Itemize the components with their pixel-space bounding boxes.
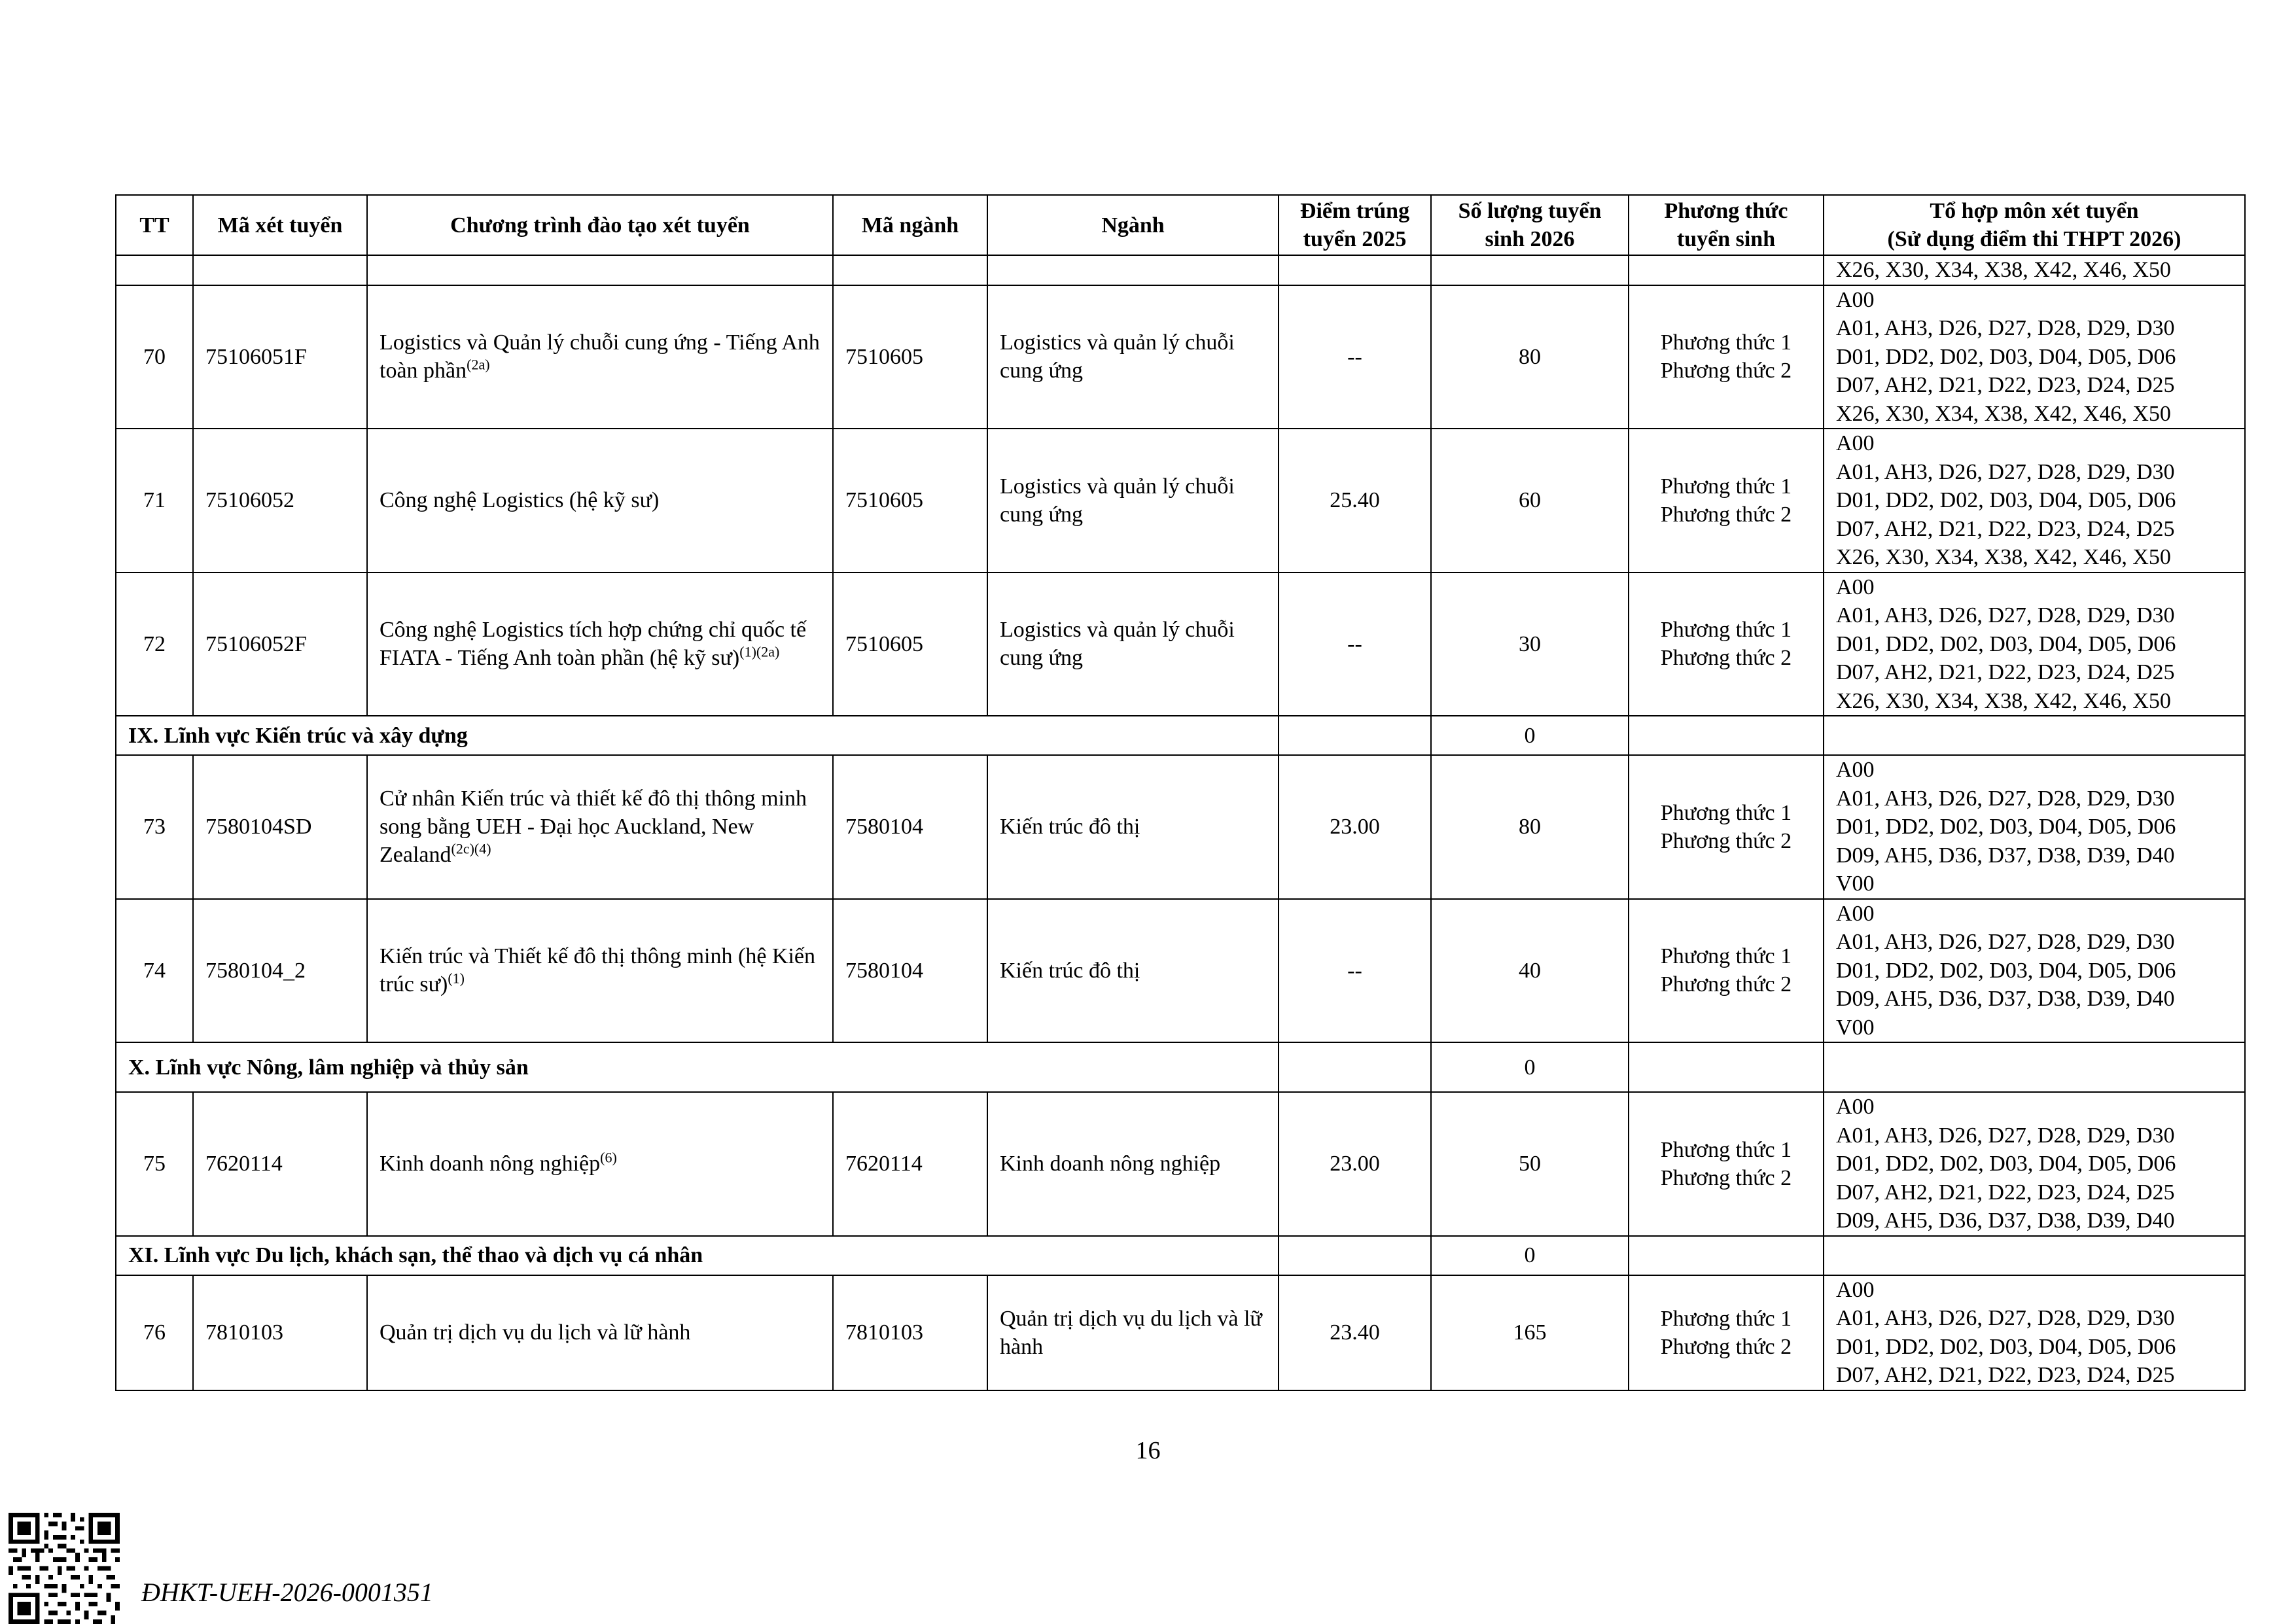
document-code: ĐHKT-UEH-2026-0001351 (141, 1578, 433, 1607)
row-program (367, 573, 833, 716)
row-program (367, 755, 833, 899)
combo-line: V00 (1836, 872, 1875, 896)
row-major-code: 7510605 (833, 573, 987, 716)
combo-line: A00 (1836, 431, 1875, 455)
section-row (116, 1236, 2245, 1275)
row-program: Quản trị dịch vụ du lịch và lữ hành (367, 1275, 833, 1390)
header-ma-xet-tuyen: Mã xét tuyển (193, 195, 367, 255)
combo-line: D07, AH2, D21, D22, D23, D24, D25 (1836, 373, 2175, 397)
row-quota: 165 (1431, 1275, 1629, 1390)
combo-line: D07, AH2, D21, D22, D23, D24, D25 (1836, 1363, 2175, 1387)
row-method (1629, 899, 1824, 1043)
row-program (367, 899, 833, 1043)
method-2: Phương thức 2 (1660, 502, 1792, 527)
program-footnote: (1)(2a) (739, 643, 780, 660)
row-method (1629, 429, 1824, 573)
program-text: Logistics và Quản lý chuỗi cung ứng - Tiếng Anh toàn phần (380, 330, 820, 383)
row-score: 23.00 (1279, 1092, 1431, 1236)
qr-code-icon (9, 1513, 120, 1624)
method-2: Phương thức 2 (1660, 828, 1792, 853)
row-major: Logistics và quản lý chuỗi cung ứng (987, 285, 1279, 429)
header-so-luong-line1: Số lượng tuyển (1458, 199, 1602, 223)
combo-line: A00 (1836, 758, 1875, 782)
program-text: Kinh doanh nông nghiệp (380, 1152, 601, 1176)
page-number: 16 (1135, 1437, 1161, 1464)
method-1: Phương thức 1 (1660, 944, 1792, 969)
row-tt: 71 (116, 429, 193, 573)
row-tt: 75 (116, 1092, 193, 1236)
row-code: 7620114 (193, 1092, 367, 1236)
row-method (1629, 755, 1824, 899)
combo-line: D07, AH2, D21, D22, D23, D24, D25 (1836, 1180, 2175, 1205)
row-combos (1824, 573, 2245, 716)
table-row (116, 755, 2245, 899)
header-to-hop (1824, 195, 2245, 255)
row-quota: 80 (1431, 755, 1629, 899)
combo-line: A00 (1836, 574, 1875, 599)
row-major-code: 7620114 (833, 1092, 987, 1236)
continuation-combo: X26, X30, X34, X38, X42, X46, X50 (1824, 255, 2245, 285)
method-2: Phương thức 2 (1660, 646, 1792, 671)
row-major-code: 7580104 (833, 899, 987, 1043)
row-score: 23.00 (1279, 755, 1431, 899)
combo-line: D09, AH5, D36, D37, D38, D39, D40 (1836, 843, 2175, 868)
combo-line: D01, DD2, D02, D03, D04, D05, D06 (1836, 344, 2176, 369)
method-1: Phương thức 1 (1660, 1306, 1792, 1331)
table-row (116, 899, 2245, 1043)
section-row (116, 1042, 2245, 1092)
combo-line: A01, AH3, D26, D27, D28, D29, D30 (1836, 1123, 2175, 1148)
combo-line: A01, AH3, D26, D27, D28, D29, D30 (1836, 930, 2175, 954)
section-row (116, 716, 2245, 755)
section-title: X. Lĩnh vực Nông, lâm nghiệp và thủy sản (116, 1042, 1279, 1092)
section-title: XI. Lĩnh vực Du lịch, khách sạn, thể thao và dịch vụ cá nhân (116, 1236, 1279, 1275)
program-footnote: (1) (448, 970, 465, 987)
combo-line: D01, DD2, D02, D03, D04, D05, D06 (1836, 488, 2176, 512)
program-text: Cử nhân Kiến trúc và thiết kế đô thị thông minh song bằng UEH - Đại học Auckland, New Zealand (380, 786, 807, 868)
row-score: 25.40 (1279, 429, 1431, 573)
section-title: IX. Lĩnh vực Kiến trúc và xây dựng (116, 716, 1279, 755)
row-code: 75106052 (193, 429, 367, 573)
method-1: Phương thức 1 (1660, 800, 1792, 825)
row-method (1629, 1275, 1824, 1390)
header-phuong-thuc-line1: Phương thức (1664, 199, 1788, 223)
row-score: -- (1279, 899, 1431, 1043)
combo-line: A00 (1836, 1277, 1875, 1302)
combo-line: X26, X30, X34, X38, X42, X46, X50 (1836, 545, 2171, 569)
row-code: 75106052F (193, 573, 367, 716)
method-1: Phương thức 1 (1660, 474, 1792, 499)
combo-line: D07, AH2, D21, D22, D23, D24, D25 (1836, 516, 2175, 541)
row-combos (1824, 285, 2245, 429)
combo-line: D01, DD2, D02, D03, D04, D05, D06 (1836, 958, 2176, 983)
method-2: Phương thức 2 (1660, 1165, 1792, 1190)
header-row (116, 195, 2245, 255)
row-combos (1824, 899, 2245, 1043)
row-combos (1824, 1092, 2245, 1236)
row-quota: 50 (1431, 1092, 1629, 1236)
row-quota: 80 (1431, 285, 1629, 429)
combo-line: D01, DD2, D02, D03, D04, D05, D06 (1836, 1334, 2176, 1359)
row-tt: 70 (116, 285, 193, 429)
row-code: 7580104SD (193, 755, 367, 899)
program-footnote: (2c)(4) (451, 840, 491, 857)
header-so-luong (1431, 195, 1629, 255)
combo-line: A01, AH3, D26, D27, D28, D29, D30 (1836, 603, 2175, 627)
combo-line: A01, AH3, D26, D27, D28, D29, D30 (1836, 459, 2175, 484)
header-phuong-thuc (1629, 195, 1824, 255)
method-2: Phương thức 2 (1660, 1334, 1792, 1359)
combo-line: D01, DD2, D02, D03, D04, D05, D06 (1836, 1152, 2176, 1176)
program-text: Công nghệ Logistics tích hợp chứng chỉ quốc tế FIATA - Tiếng Anh toàn phần (hệ kỹ sư) (380, 618, 807, 671)
combo-line: A00 (1836, 1095, 1875, 1119)
program-text: Kiến trúc và Thiết kế đô thị thông minh (hệ Kiến trúc sư) (380, 944, 816, 997)
combo-line: X26, X30, X34, X38, X42, X46, X50 (1836, 688, 2171, 713)
row-tt: 72 (116, 573, 193, 716)
combo-line: A00 (1836, 901, 1875, 926)
table-row (116, 573, 2245, 716)
row-major: Kiến trúc đô thị (987, 899, 1279, 1043)
combo-line: D07, AH2, D21, D22, D23, D24, D25 (1836, 660, 2175, 684)
header-chuong-trinh: Chương trình đào tạo xét tuyển (367, 195, 833, 255)
combo-line: D01, DD2, D02, D03, D04, D05, D06 (1836, 631, 2176, 656)
program-footnote: (2a) (467, 356, 490, 373)
header-so-luong-line2: sinh 2026 (1485, 227, 1575, 251)
row-code: 75106051F (193, 285, 367, 429)
program-footnote: (6) (600, 1149, 617, 1166)
combo-line: A00 (1836, 287, 1875, 312)
row-code: 7580104_2 (193, 899, 367, 1043)
header-diem-line2: tuyển 2025 (1303, 227, 1407, 251)
section-quota: 0 (1431, 1042, 1629, 1092)
row-major-code: 7810103 (833, 1275, 987, 1390)
row-quota: 40 (1431, 899, 1629, 1043)
method-2: Phương thức 2 (1660, 972, 1792, 997)
row-major-code: 7510605 (833, 285, 987, 429)
header-diem-trung-tuyen (1279, 195, 1431, 255)
row-method (1629, 285, 1824, 429)
row-major: Quản trị dịch vụ du lịch và lữ hành (987, 1275, 1279, 1390)
method-2: Phương thức 2 (1660, 359, 1792, 383)
row-tt: 73 (116, 755, 193, 899)
row-major-code: 7510605 (833, 429, 987, 573)
table-row (116, 1275, 2245, 1390)
admissions-table (115, 194, 2246, 1391)
row-code: 7810103 (193, 1275, 367, 1390)
header-tt: TT (116, 195, 193, 255)
header-phuong-thuc-line2: tuyển sinh (1676, 227, 1776, 251)
row-tt: 76 (116, 1275, 193, 1390)
combo-line: A01, AH3, D26, D27, D28, D29, D30 (1836, 786, 2175, 811)
row-major-code: 7580104 (833, 755, 987, 899)
row-method (1629, 573, 1824, 716)
row-program (367, 1092, 833, 1236)
row-quota: 30 (1431, 573, 1629, 716)
row-tt: 74 (116, 899, 193, 1043)
row-score: -- (1279, 573, 1431, 716)
row-program: Công nghệ Logistics (hệ kỹ sư) (367, 429, 833, 573)
row-combos (1824, 755, 2245, 899)
header-ma-nganh: Mã ngành (833, 195, 987, 255)
row-major: Kinh doanh nông nghiệp (987, 1092, 1279, 1236)
table-row (116, 285, 2245, 429)
row-major: Kiến trúc đô thị (987, 755, 1279, 899)
combo-line: D01, DD2, D02, D03, D04, D05, D06 (1836, 815, 2176, 839)
method-1: Phương thức 1 (1660, 618, 1792, 643)
combo-line: D09, AH5, D36, D37, D38, D39, D40 (1836, 987, 2175, 1011)
row-major: Logistics và quản lý chuỗi cung ứng (987, 429, 1279, 573)
combo-line: A01, AH3, D26, D27, D28, D29, D30 (1836, 1306, 2175, 1330)
method-1: Phương thức 1 (1660, 1137, 1792, 1162)
header-to-hop-line2: (Sử dụng điểm thi THPT 2026) (1887, 227, 2181, 251)
row-method (1629, 1092, 1824, 1236)
row-combos (1824, 429, 2245, 573)
table-row (116, 1092, 2245, 1236)
header-nganh: Ngành (987, 195, 1279, 255)
method-1: Phương thức 1 (1660, 330, 1792, 355)
row-score: 23.40 (1279, 1275, 1431, 1390)
combo-line: A01, AH3, D26, D27, D28, D29, D30 (1836, 316, 2175, 340)
combo-line: X26, X30, X34, X38, X42, X46, X50 (1836, 401, 2171, 426)
section-quota: 0 (1431, 716, 1629, 755)
combo-line: D09, AH5, D36, D37, D38, D39, D40 (1836, 1209, 2175, 1233)
section-quota: 0 (1431, 1236, 1629, 1275)
combo-line: V00 (1836, 1015, 1875, 1040)
continuation-row (116, 255, 2245, 285)
row-program (367, 285, 833, 429)
row-combos (1824, 1275, 2245, 1390)
header-diem-line1: Điểm trúng (1299, 199, 1410, 223)
row-score: -- (1279, 285, 1431, 429)
row-major: Logistics và quản lý chuỗi cung ứng (987, 573, 1279, 716)
row-quota: 60 (1431, 429, 1629, 573)
table-row (116, 429, 2245, 573)
header-to-hop-line1: Tổ hợp môn xét tuyển (1930, 199, 2139, 223)
